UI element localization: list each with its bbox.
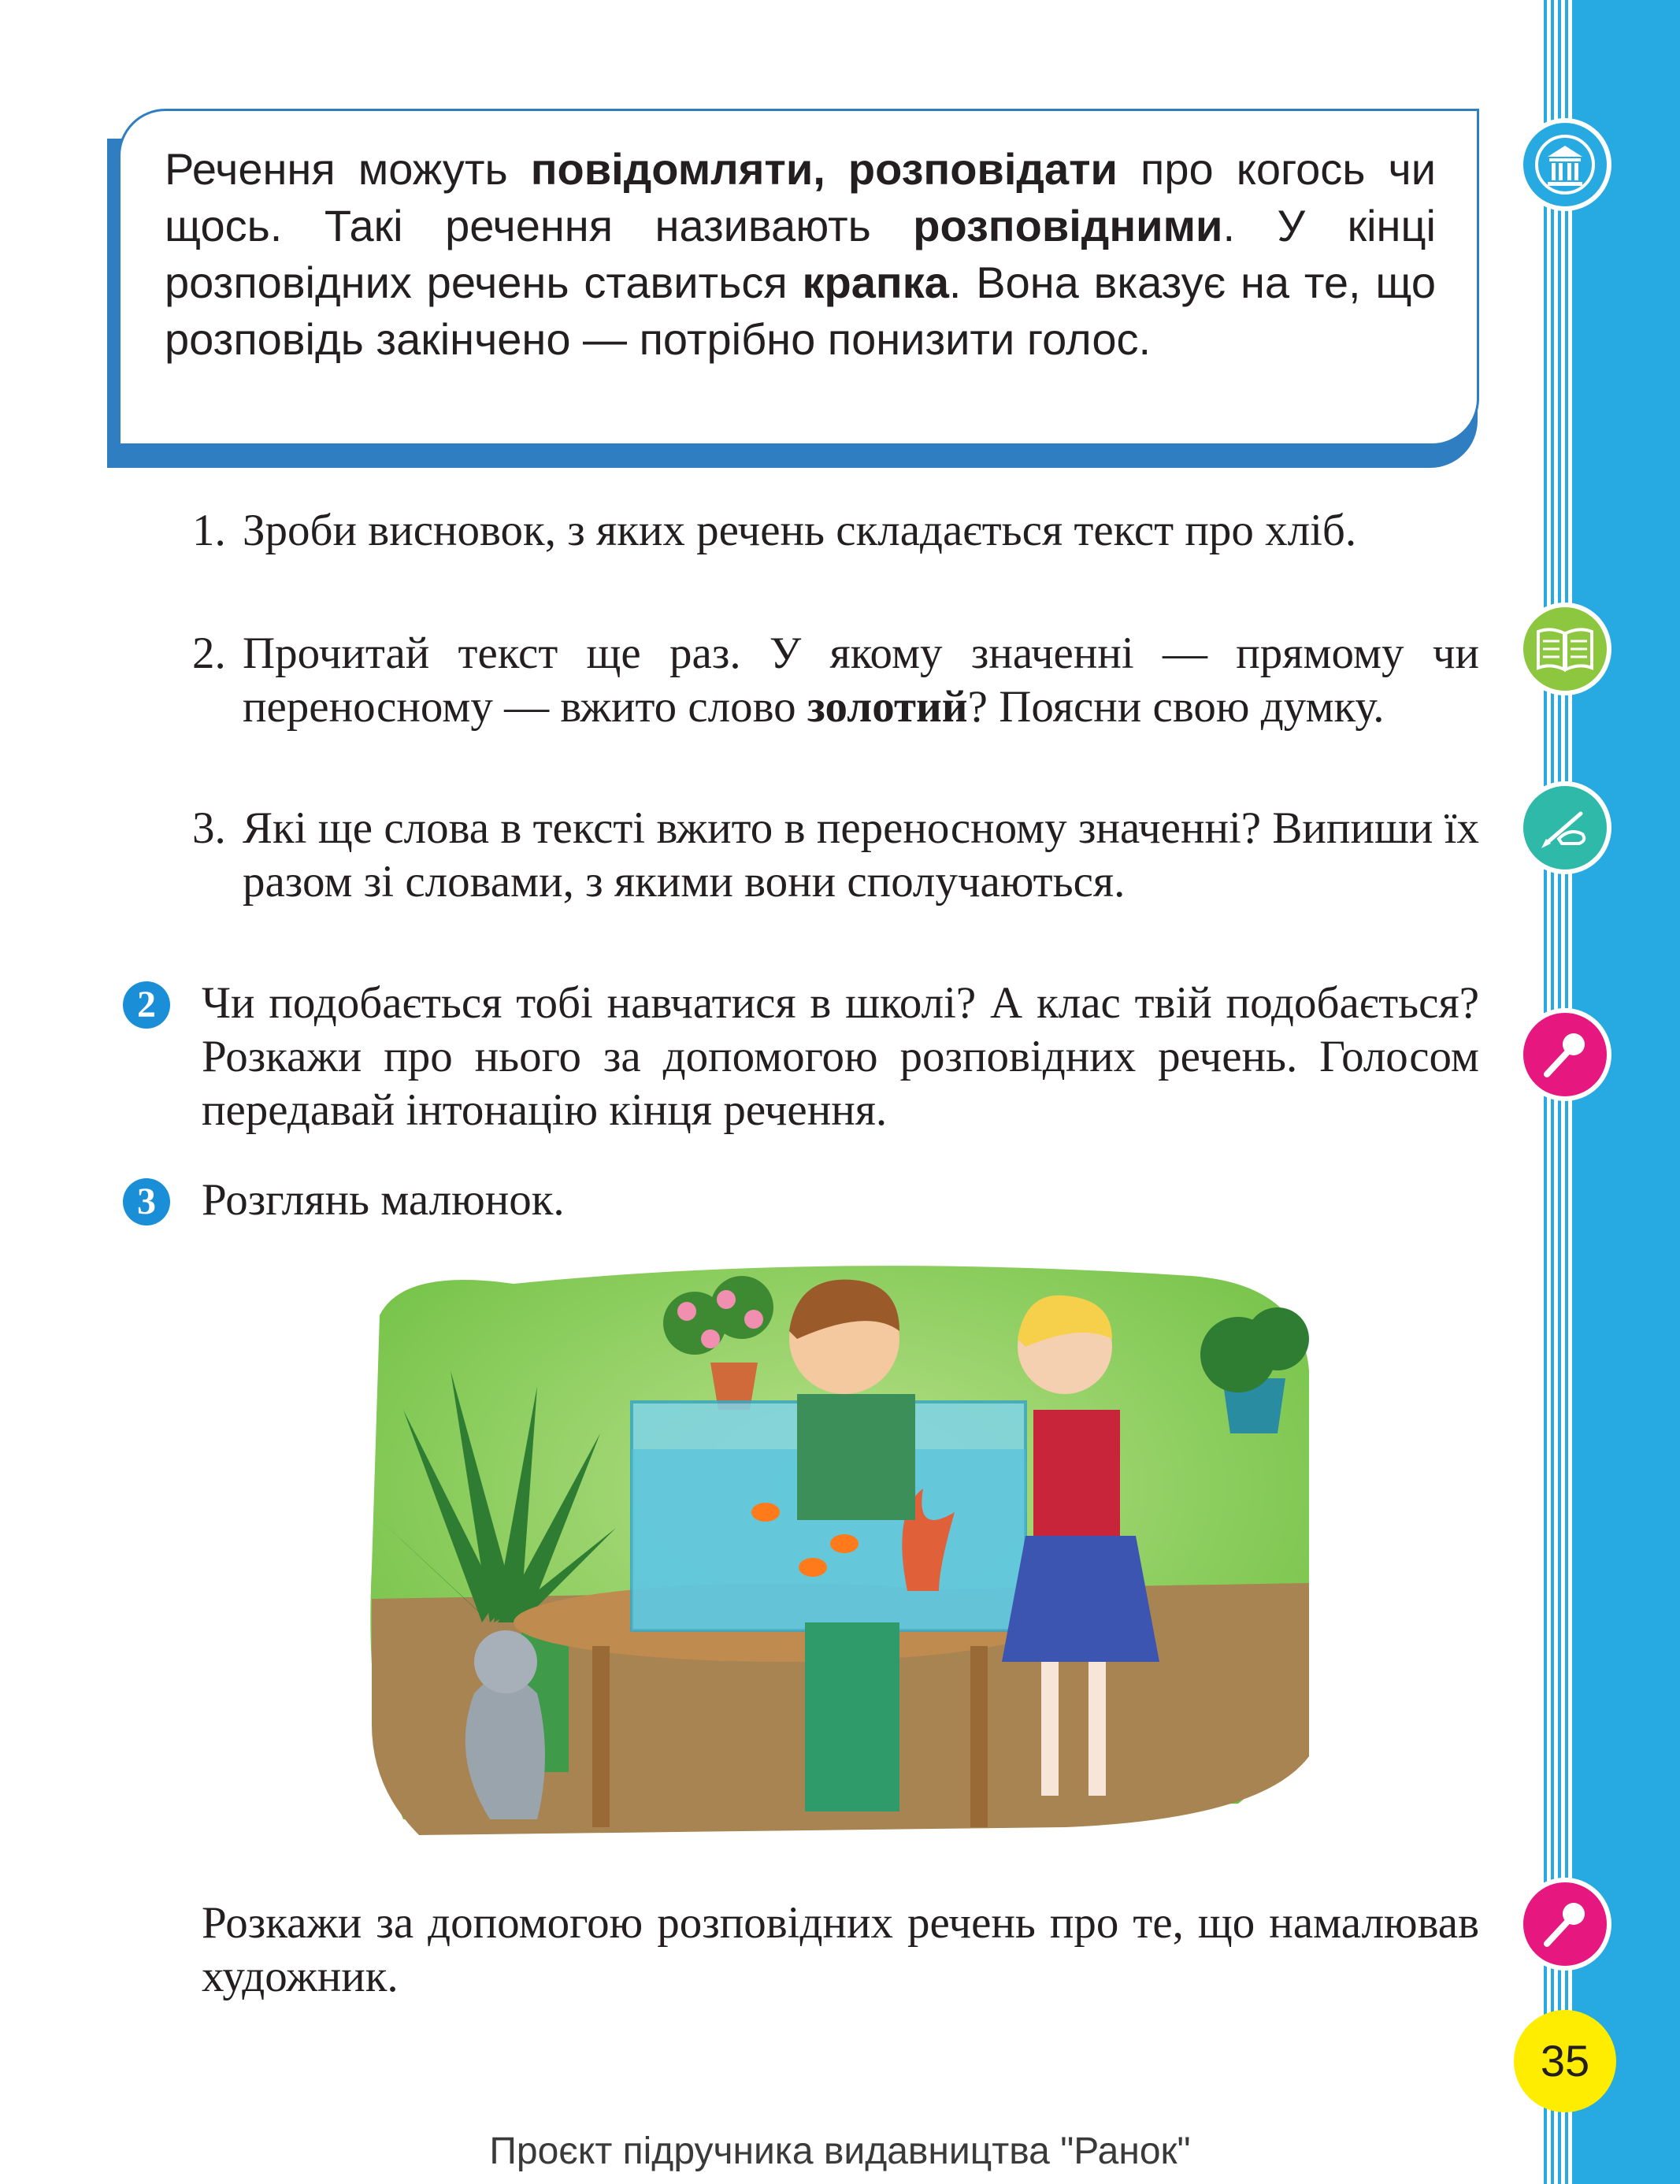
exercise-2-text: Чи подобається тобі навчатися в школі? А клас твій подобається? Розкажи про нього за допомогою розповідних речень. Голосом передавай інтонацію кінця речення.	[202, 978, 1479, 1135]
microphone-icon	[1519, 1878, 1611, 1971]
rule-text-part: про когось чи щось. Такі речення називають	[165, 144, 1436, 250]
rule-term-inform: повідомляти, розповідати	[530, 144, 1118, 194]
open-book-icon	[1519, 603, 1611, 695]
task-keyword: золотий	[807, 682, 968, 732]
microphone-icon	[1519, 1008, 1611, 1101]
exercise-number-badge: 3	[123, 1178, 170, 1225]
task-item-3	[192, 802, 1479, 909]
task-text-part: Прочитай текст ще раз. У якому значенні — прямому чи переносному — вжито слово	[243, 629, 1479, 732]
task-number: 1.	[192, 506, 226, 555]
task-number: 2.	[192, 629, 226, 678]
task-text: Зроби висновок, з яких речень складається текст про хліб.	[243, 506, 1357, 555]
exercise-number-badge: 2	[123, 981, 170, 1029]
rule-term-declarative: розповідними	[913, 201, 1223, 250]
rule-term-period: крапка	[802, 258, 949, 307]
picture-task-text: Розкажи за допомогою розповідних речень про те, що намалював художник.	[202, 1898, 1479, 2001]
task-item-2	[192, 627, 1479, 734]
exercise-3-text: Розглянь малюнок.	[202, 1175, 565, 1225]
task-text	[192, 627, 1479, 734]
rule-text-part: . Вона вказує на те, що розповідь закінчено — потрібно понизити голос.	[165, 258, 1436, 364]
task-number: 3.	[192, 803, 226, 853]
rule-text	[165, 141, 1436, 368]
rule-box	[118, 109, 1479, 446]
pillar-building-icon	[1519, 118, 1611, 211]
task-text-part: ? Поясни свою думку.	[967, 682, 1385, 732]
hand-writing-icon	[1519, 781, 1611, 874]
rule-text-part: Речення можуть	[165, 144, 531, 194]
page-number: 35	[1514, 2010, 1616, 2112]
task-text: Які ще слова в тексті вжито в переносному значенні? Випиши їх разом зі словами, з якими вони сполучаються.	[243, 803, 1479, 907]
aquarium-illustration	[356, 1252, 1318, 1859]
footer-publisher-note: Проєкт підручника видавництва "Ранок"	[489, 2130, 1191, 2172]
rule-text-part: . У кінці розповідних речень ставиться	[165, 201, 1436, 307]
task-item-1	[192, 504, 1479, 558]
